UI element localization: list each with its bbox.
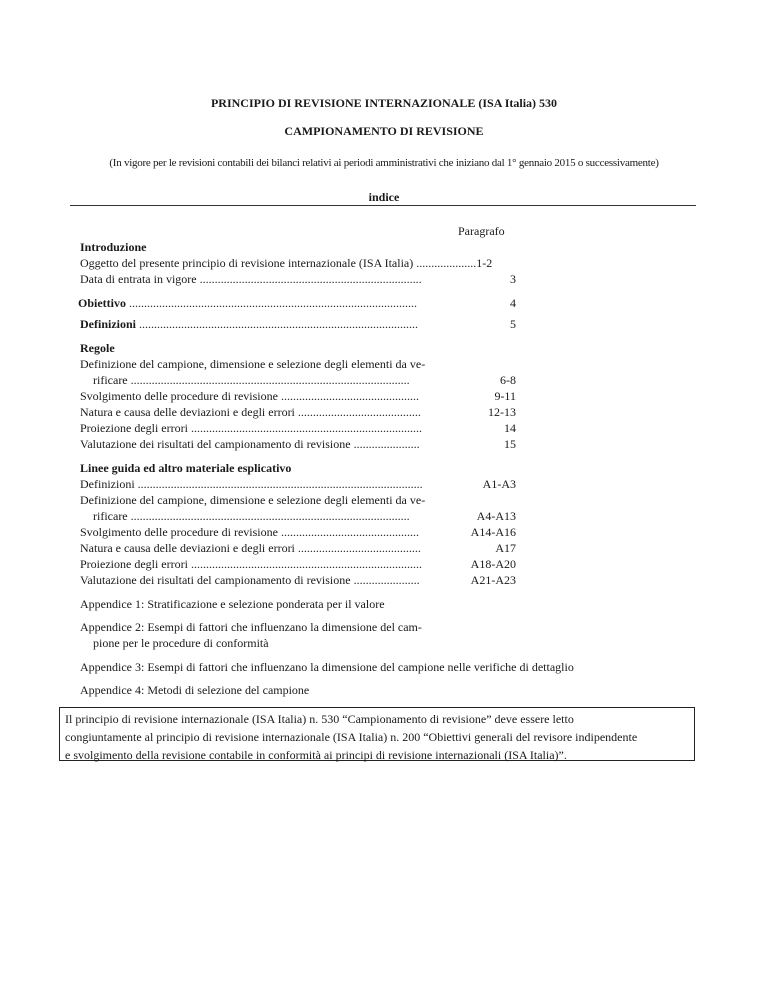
toc-item: Definizione del campione, dimensione e selezione degli elementi da ve- [80, 493, 426, 507]
toc-page-ref: 6-8 [500, 373, 516, 387]
toc-appendix: Appendice 2: Esempi di fattori che influenzano la dimensione del cam- [80, 620, 422, 634]
toc-item-continuation: rificare ............................................................................................. [93, 373, 410, 387]
toc-page-ref: 3 [510, 272, 516, 286]
toc-item-continuation: rificare ............................................................................................. [93, 509, 410, 523]
toc-page-ref: A4-A13 [476, 509, 516, 523]
toc-item: Proiezione degli errori ............................................................................. [80, 557, 422, 571]
toc-item: Valutazione dei risultati del campionamento di revisione ...................... [80, 573, 420, 587]
toc-item: Oggetto del presente principio di revisione internazionale (ISA Italia) ....................1-2 [80, 256, 493, 270]
toc-item-definizioni [80, 317, 418, 332]
toc-heading-introduzione: Introduzione [80, 240, 147, 254]
toc-item: Definizioni ............................................................................................... [80, 477, 423, 491]
index-label: indice [368, 190, 400, 204]
index-divider [70, 205, 696, 206]
toc-page-ref: 12-13 [488, 405, 516, 419]
toc-item: Natura e causa delle deviazioni e degli errori ......................................... [80, 541, 421, 555]
toc-page-ref: 9-11 [494, 389, 516, 403]
toc-item: Proiezione degli errori ............................................................................. [80, 421, 422, 435]
toc-item: Data di entrata in vigore .......................................................................... [80, 272, 422, 286]
document-subtitle: CAMPIONAMENTO DI REVISIONE [284, 124, 484, 138]
toc-item: Natura e causa delle deviazioni e degli errori ......................................... [80, 405, 421, 419]
toc-appendix: Appendice 4: Metodi di selezione del campione [80, 683, 310, 697]
toc-item-obiettivo [78, 296, 417, 311]
document-title: PRINCIPIO DI REVISIONE INTERNAZIONALE (ISA Italia) 530 [210, 96, 558, 110]
toc-page-ref: 14 [504, 421, 516, 435]
toc-appendix: Appendice 1: Stratificazione e selezione ponderata per il valore [80, 597, 385, 611]
effective-date-note: (In vigore per le revisioni contabili dei bilanci relativi ai periodi amministrativi che iniziano dal 1° gennaio 2015 o successivamente) [109, 157, 659, 169]
toc-heading-regole: Regole [80, 341, 115, 355]
toc-page-ref: A1-A3 [482, 477, 516, 491]
toc-heading-linee-guida: Linee guida ed altro materiale esplicativo [80, 461, 292, 475]
toc-page-ref: A21-A23 [470, 573, 516, 587]
toc-heading-definizioni: Definizioni [80, 317, 136, 331]
toc-item: Svolgimento delle procedure di revisione .............................................. [80, 525, 419, 539]
toc-item: Valutazione dei risultati del campionamento di revisione ...................... [80, 437, 420, 451]
toc-page-ref: 4 [510, 296, 516, 310]
notice-line: congiuntamente al principio di revisione internazionale (ISA Italia) n. 200 “Obiettivi generali del revisore indipendente [65, 730, 638, 744]
toc-page-ref: A17 [495, 541, 516, 555]
toc-appendix-continuation: pione per le procedure di conformità [93, 636, 269, 650]
toc-item: Svolgimento delle procedure di revisione .............................................. [80, 389, 419, 403]
toc-page-ref: A14-A16 [470, 525, 516, 539]
toc-page-ref: 5 [510, 317, 516, 331]
toc-item: Definizione del campione, dimensione e selezione degli elementi da ve- [80, 357, 426, 371]
toc-page-ref: A18-A20 [470, 557, 516, 571]
toc-page-ref: 15 [504, 437, 516, 451]
notice-line: Il principio di revisione internazionale (ISA Italia) n. 530 “Campionamento di revisione” deve essere letto [65, 712, 574, 726]
toc-appendix: Appendice 3: Esempi di fattori che influenzano la dimensione del campione nelle verifiche di dettaglio [80, 660, 574, 674]
notice-line: e svolgimento della revisione contabile in conformità ai principi di revisione internazionali (ISA Italia)”. [65, 748, 567, 762]
notice-box [59, 707, 695, 761]
toc-column-header: Paragrafo [458, 224, 505, 238]
toc-leader-dots: ............................................................................................. [136, 317, 418, 331]
toc-leader-dots: ................................................................................................ [126, 296, 417, 310]
toc-heading-obiettivo: Obiettivo [78, 296, 126, 310]
